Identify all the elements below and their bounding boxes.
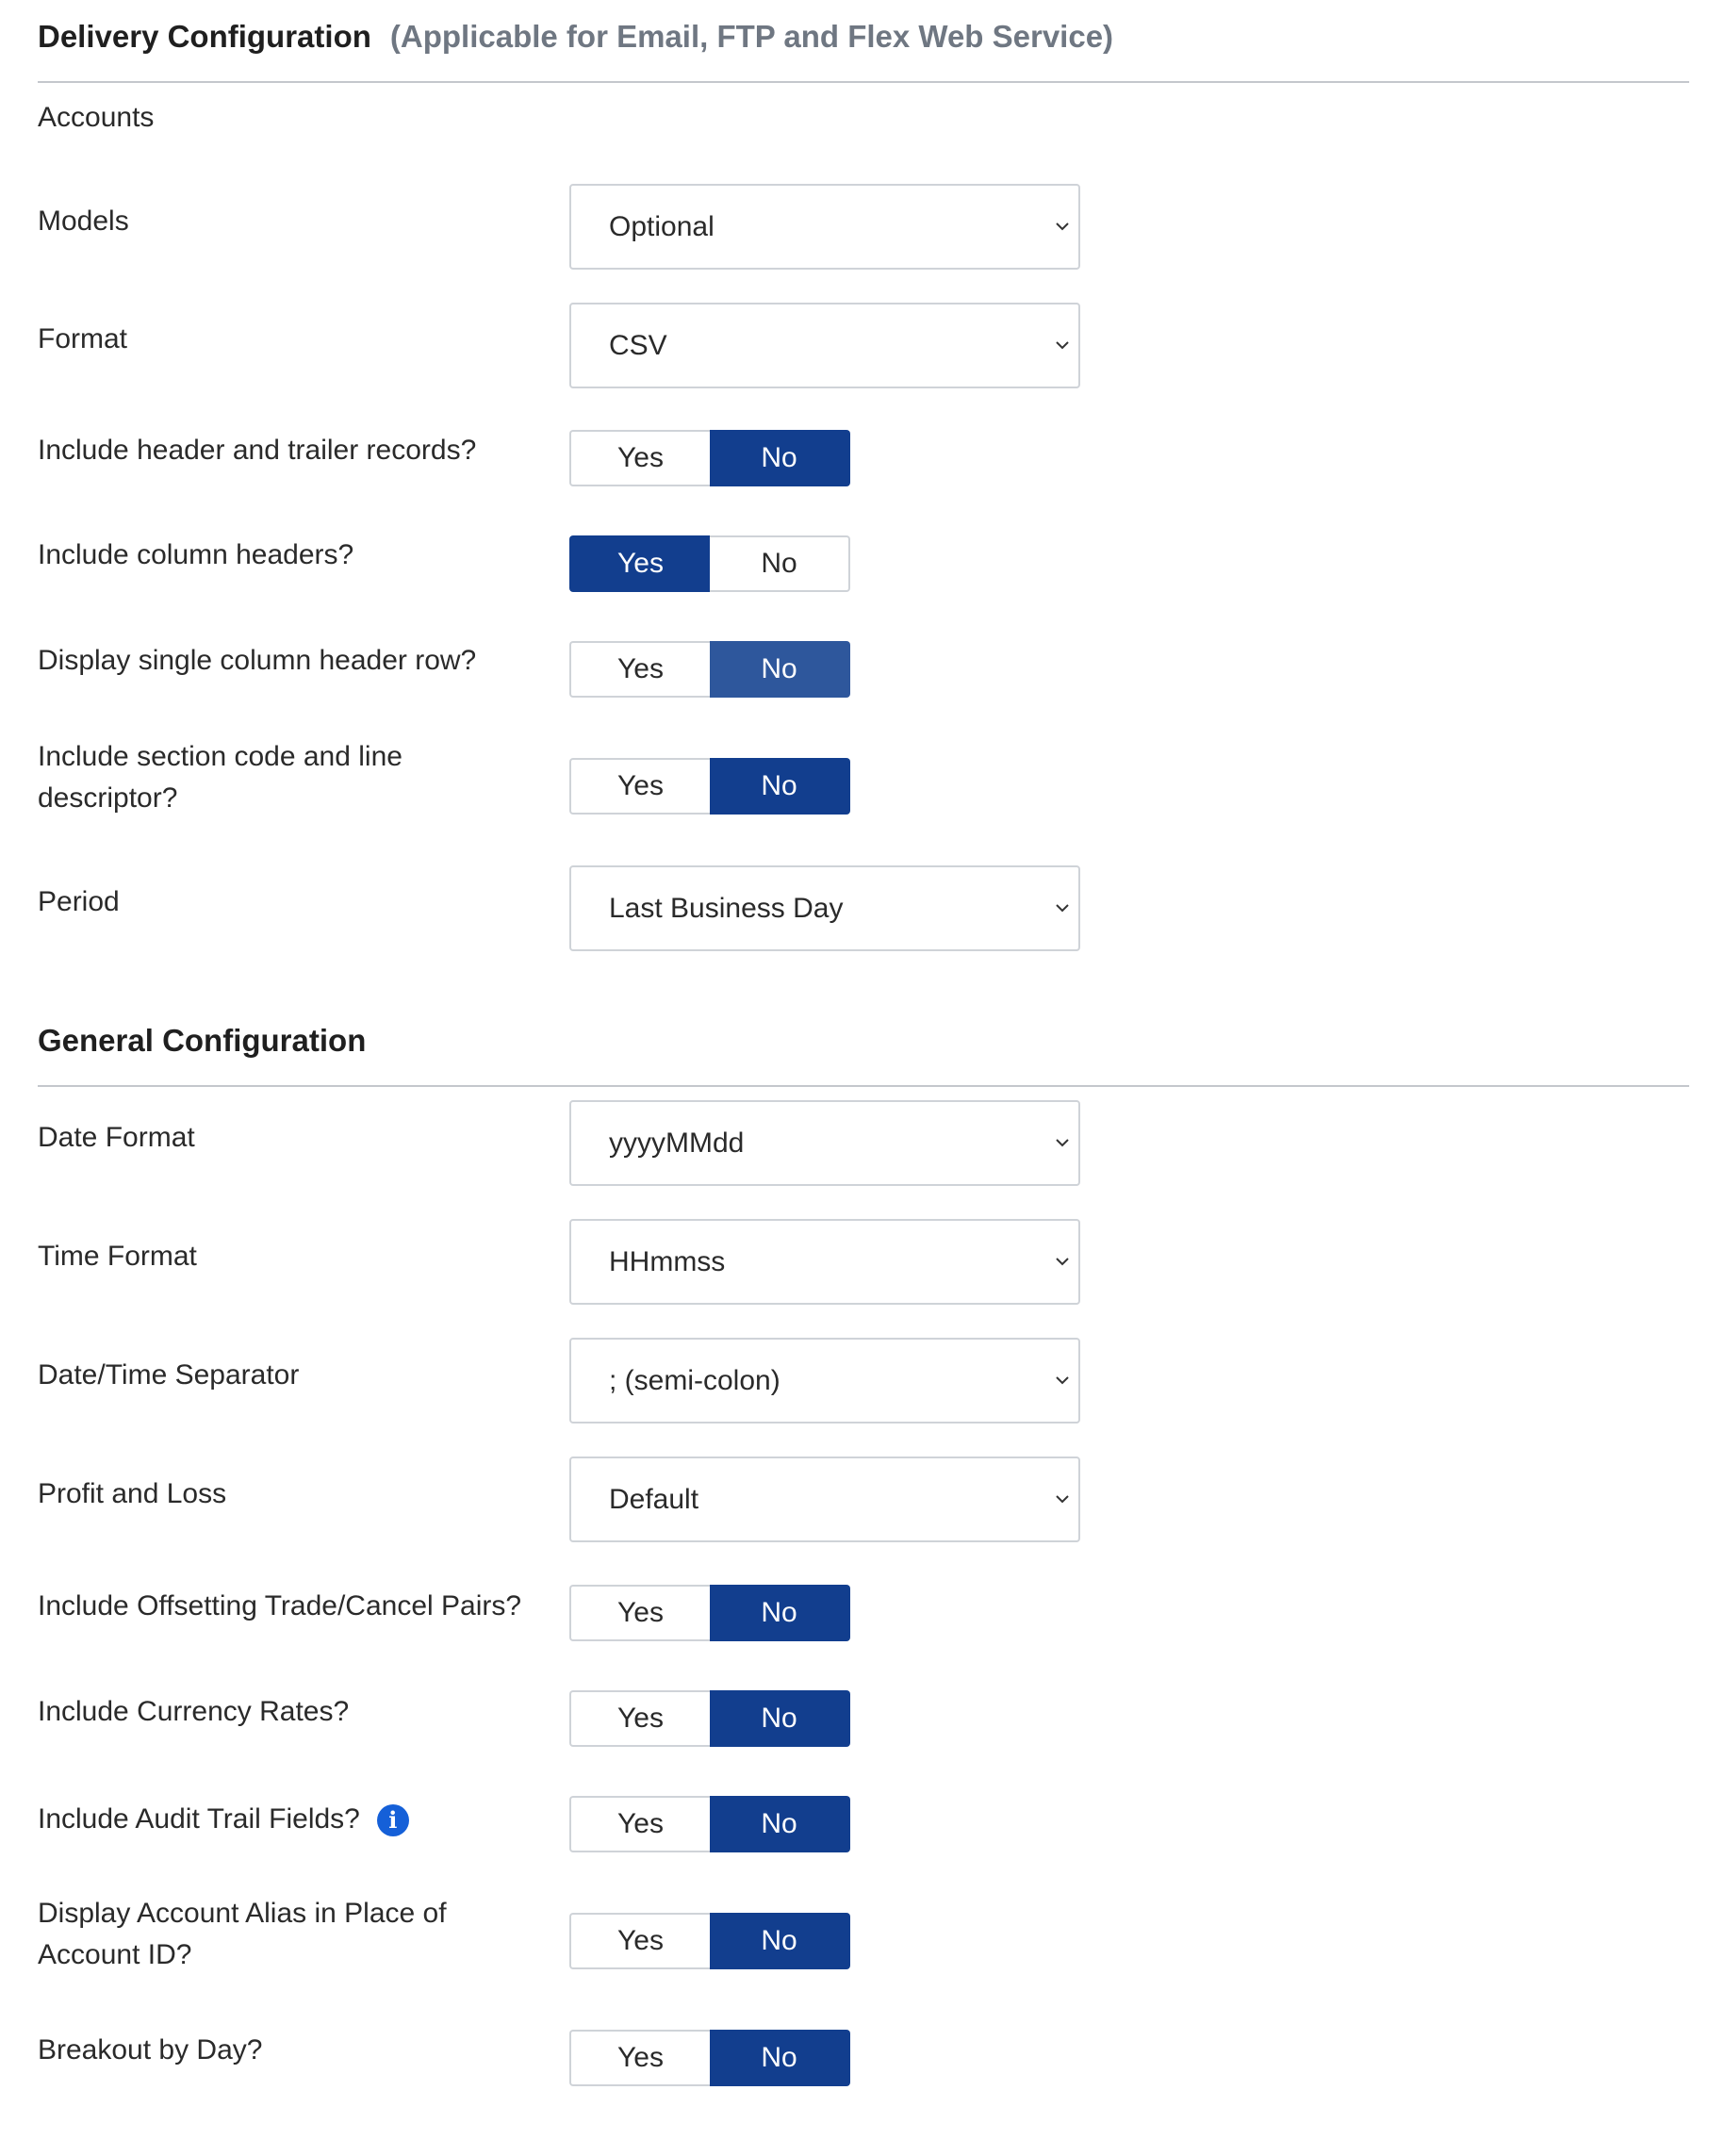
date-format-label: Date Format [38, 1122, 195, 1153]
accounts-label: Accounts [38, 102, 155, 133]
general-section-header [38, 1023, 1689, 1087]
single-header-no-button[interactable]: No [710, 641, 850, 698]
currency-no-button[interactable]: No [710, 1690, 850, 1747]
delivery-section-subtitle: (Applicable for Email, FTP and Flex Web Service) [389, 19, 1114, 54]
section-code-label-line1: Include section code and line [38, 741, 402, 772]
date-format-select-value: yyyyMMdd [609, 1127, 745, 1159]
time-format-select-value: HHmmss [609, 1246, 726, 1277]
column-headers-yes-button[interactable]: Yes [569, 535, 710, 592]
chevron-down-icon [1054, 1134, 1071, 1151]
single-header-label: Display single column header row? [38, 645, 477, 676]
audit-label-wrap [38, 1799, 566, 1840]
audit-toggle[interactable] [569, 1796, 850, 1852]
alias-label-line2: Account ID? [38, 1939, 192, 1970]
single-header-toggle[interactable] [569, 641, 850, 698]
pnl-label: Profit and Loss [38, 1478, 227, 1509]
chevron-down-icon [1054, 337, 1071, 354]
audit-no-button[interactable]: No [710, 1796, 850, 1852]
chevron-down-icon [1054, 899, 1071, 916]
breakout-yes-button[interactable]: Yes [569, 2030, 710, 2086]
offsetting-toggle[interactable] [569, 1585, 850, 1641]
period-label: Period [38, 886, 120, 917]
header-trailer-yes-button[interactable]: Yes [569, 430, 710, 486]
section-code-toggle[interactable] [569, 758, 850, 815]
alias-label [38, 1893, 566, 1976]
separator-select-value: ; (semi-colon) [609, 1365, 780, 1396]
column-headers-toggle[interactable] [569, 535, 850, 592]
currency-label: Include Currency Rates? [38, 1696, 350, 1727]
breakout-no-button[interactable]: No [710, 2030, 850, 2086]
breakout-label: Breakout by Day? [38, 2034, 263, 2065]
models-label: Models [38, 206, 129, 237]
separator-label: Date/Time Separator [38, 1359, 300, 1391]
delivery-section-header [38, 19, 1689, 83]
single-header-yes-button[interactable]: Yes [569, 641, 710, 698]
chevron-down-icon [1054, 1253, 1071, 1270]
period-select[interactable] [569, 865, 1080, 951]
section-code-label-line2: descriptor? [38, 782, 178, 814]
time-format-select[interactable] [569, 1219, 1080, 1305]
offsetting-label: Include Offsetting Trade/Cancel Pairs? [38, 1590, 522, 1621]
format-select[interactable] [569, 303, 1080, 388]
section-code-yes-button[interactable]: Yes [569, 758, 710, 815]
alias-yes-button[interactable]: Yes [569, 1913, 710, 1969]
format-label: Format [38, 323, 128, 354]
separator-select[interactable] [569, 1338, 1080, 1424]
pnl-select-value: Default [609, 1484, 699, 1515]
alias-toggle[interactable] [569, 1913, 850, 1969]
period-select-value: Last Business Day [609, 893, 844, 924]
info-icon[interactable]: i [377, 1804, 409, 1836]
currency-toggle[interactable] [569, 1690, 850, 1747]
pnl-select[interactable] [569, 1457, 1080, 1542]
offsetting-no-button[interactable]: No [710, 1585, 850, 1641]
models-select[interactable] [569, 184, 1080, 270]
column-headers-label: Include column headers? [38, 539, 354, 570]
header-trailer-no-button[interactable]: No [710, 430, 850, 486]
general-section-title: General Configuration [38, 1023, 367, 1058]
audit-label: Include Audit Trail Fields? [38, 1803, 360, 1835]
section-code-label [38, 736, 566, 819]
section-code-no-button[interactable]: No [710, 758, 850, 815]
currency-yes-button[interactable]: Yes [569, 1690, 710, 1747]
column-headers-no-button[interactable]: No [710, 535, 850, 592]
header-trailer-label: Include header and trailer records? [38, 435, 477, 466]
chevron-down-icon [1054, 218, 1071, 235]
alias-no-button[interactable]: No [710, 1913, 850, 1969]
alias-label-line1: Display Account Alias in Place of [38, 1898, 447, 1929]
date-format-select[interactable] [569, 1100, 1080, 1186]
delivery-section-title: Delivery Configuration [38, 19, 371, 54]
offsetting-yes-button[interactable]: Yes [569, 1585, 710, 1641]
chevron-down-icon [1054, 1372, 1071, 1389]
format-select-value: CSV [609, 330, 667, 361]
audit-yes-button[interactable]: Yes [569, 1796, 710, 1852]
breakout-toggle[interactable] [569, 2030, 850, 2086]
models-select-value: Optional [609, 211, 715, 242]
time-format-label: Time Format [38, 1241, 197, 1272]
chevron-down-icon [1054, 1490, 1071, 1507]
header-trailer-toggle[interactable] [569, 430, 850, 486]
